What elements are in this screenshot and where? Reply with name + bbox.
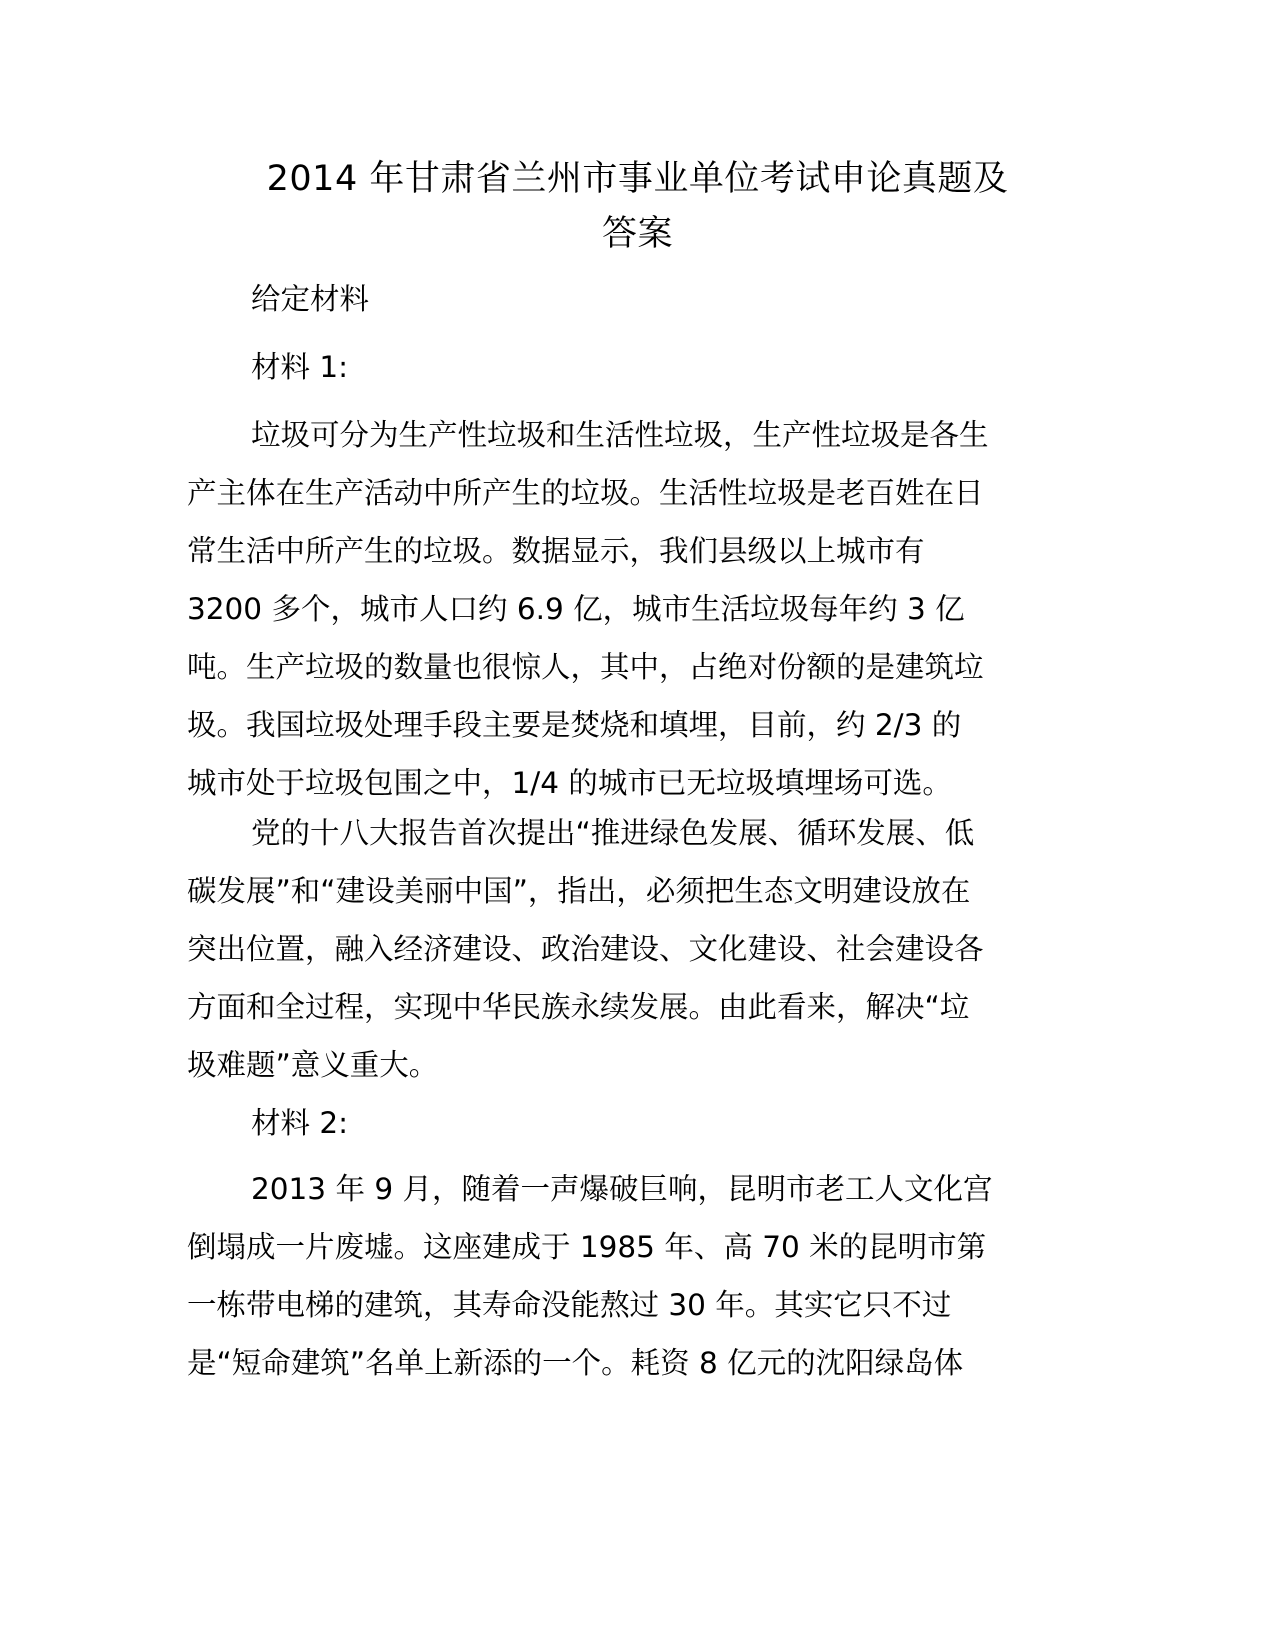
paragraph-line: 产主体在生产活动中所产生的垃圾。生活性垃圾是老百姓在日 [187, 476, 984, 510]
paragraph-line: 倒塌成一片废墟。这座建成于 1985 年、高 70 米的昆明市第 [187, 1230, 987, 1264]
paragraph-line: 碳发展”和“建设美丽中国”，指出，必须把生态文明建设放在 [187, 874, 971, 908]
paragraph-line: 方面和全过程，实现中华民族永续发展。由此看来，解决“垃 [187, 990, 970, 1024]
material-2-label [187, 1094, 1087, 1152]
section-heading [187, 270, 1087, 328]
paragraph-line: 吨。生产垃圾的数量也很惊人，其中，占绝对份额的是建筑垃 [187, 650, 984, 684]
paragraph-line: 党的十八大报告首次提出“推进绿色发展、循环发展、低 [251, 816, 975, 850]
paragraph-line: 城市处于垃圾包围之中，1/4 的城市已无垃圾填埋场可选。 [187, 766, 952, 800]
paragraph-line: 圾难题”意义重大。 [187, 1048, 439, 1082]
paragraph-line: 突出位置，融入经济建设、政治建设、文化建设、社会建设各 [187, 932, 984, 966]
document-title-line-1: 2014 年甘肃省兰州市事业单位考试申论真题及 [266, 159, 1009, 199]
material-1-paragraph-1 [187, 406, 1087, 812]
paragraph-line: 常生活中所产生的垃圾。数据显示，我们县级以上城市有 [187, 534, 925, 568]
material-1-label-text: 材料 1: [251, 350, 349, 384]
paragraph-line: 一栋带电梯的建筑，其寿命没能熬过 30 年。其实它只不过 [187, 1288, 952, 1322]
material-1-paragraph-2 [187, 804, 1087, 1094]
material-1-label [187, 338, 1087, 396]
document-title-line-2: 答案 [601, 214, 673, 254]
paragraph-line: 圾。我国垃圾处理手段主要是焚烧和填埋，目前，约 2/3 的 [187, 708, 962, 742]
material-2-paragraph-1 [187, 1160, 1087, 1392]
section-heading-text: 给定材料 [251, 282, 370, 316]
paragraph-line: 是“短命建筑”名单上新添的一个。耗资 8 亿元的沈阳绿岛体 [187, 1346, 964, 1380]
paragraph-line: 垃圾可分为生产性垃圾和生活性垃圾，生产性垃圾是各生 [251, 418, 989, 452]
material-2-label-text: 材料 2: [251, 1106, 349, 1140]
paragraph-line: 3200 多个，城市人口约 6.9 亿，城市生活垃圾每年约 3 亿 [187, 592, 965, 626]
paragraph-line: 2013 年 9 月，随着一声爆破巨响，昆明市老工人文化宫 [251, 1172, 993, 1206]
